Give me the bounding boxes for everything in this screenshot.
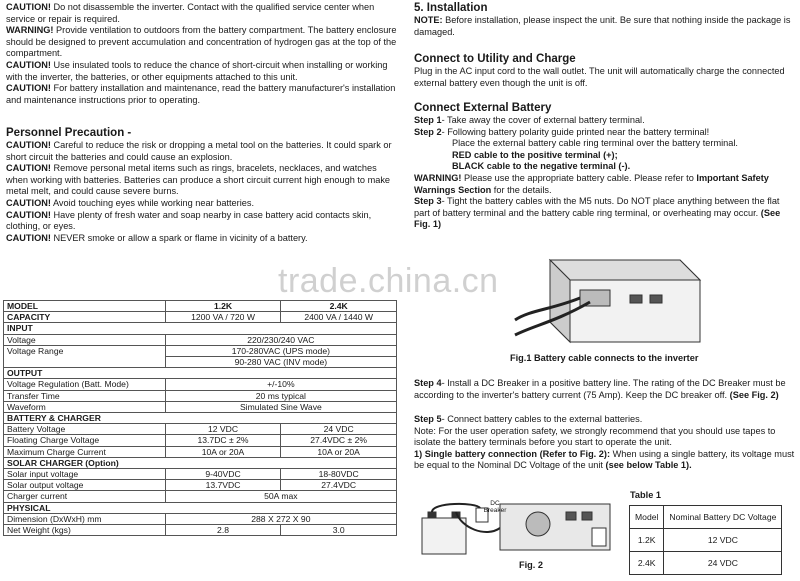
safety-warnings	[6, 2, 398, 106]
utility-para: Plug in the AC input cord to the wall outlet. The unit will automatically charge the connected external battery even though the unit is off.	[414, 66, 785, 88]
personnel-para: CAUTION! Have plenty of fresh water and soap nearby in case battery acid contacts skin, clothing, or eyes.	[6, 209, 372, 232]
table-row: Net Weight (kgs) 2.8 3.0	[4, 525, 397, 536]
safety-para: WARNING! Provide ventilation to outdoors from the battery compartment. The battery enclosure should be designed to prevent accumulation and concentration of hydrogen gas at the top of the compartment.	[6, 25, 397, 59]
step-2: Step 2- Following battery polarity guide printed near the battery terminal!	[414, 126, 710, 137]
fig1-caption: Fig.1 Battery cable connects to the inverter	[510, 353, 699, 363]
single-battery-para: 1) Single battery connection (Refer to Fig. 2): When using a single battery, its voltage must be equal to the Nominal DC Voltage of the unit (see below Table 1).	[414, 448, 795, 471]
table-row: 90-280 VAC (INV mode)	[4, 357, 397, 368]
table-row: Solar output voltage 13.7VDC 27.4VDC	[4, 480, 397, 491]
watermark: trade.china.cn	[278, 262, 499, 300]
red-cable-note: RED cable to the positive terminal (+);	[452, 149, 618, 160]
table-row: 1.2K 12 VDC	[630, 529, 782, 552]
fig2-connection-illustration	[416, 498, 616, 564]
spec-table	[3, 300, 397, 536]
table-1	[629, 505, 782, 575]
personnel-precaution	[6, 126, 398, 244]
table-row: Transfer Time 20 ms typical	[4, 390, 397, 401]
step-3: Step 3- Tight the battery cables with the M5 nuts. Do NOT place anything between the flat part of battery terminal and the battery cable ring terminal, or overheating may occur. (See Fig. 1)	[414, 196, 781, 230]
safety-para: CAUTION! For battery installation and maintenance, read the battery manufacturer's installation and maintenance instructions prior to operating.	[6, 83, 396, 105]
table-row: Maximum Charge Current 10A or 20A 10A or 20A	[4, 446, 397, 457]
table-section: BATTERY & CHARGER	[4, 413, 397, 424]
safety-para: CAUTION! Use insulated tools to reduce the chance of short-circuit when installing or working with the inverter, the batteries, or other equipments attached to this unit.	[6, 59, 388, 82]
personnel-para: CAUTION! Avoid touching eyes while working near batteries.	[6, 197, 255, 208]
personnel-para: CAUTION! NEVER smoke or allow a spark or flame in vicinity of a battery.	[6, 232, 308, 243]
table-row: MODEL 1.2K 2.4K	[4, 301, 397, 312]
personnel-heading: Personnel Precaution -	[6, 127, 132, 139]
installation-heading: 5. Installation	[414, 2, 488, 14]
table1-title: Table 1	[630, 490, 661, 500]
fig1-inverter-illustration	[510, 250, 710, 350]
table-row: Battery Voltage 12 VDC 24 VDC	[4, 424, 397, 435]
table-row: Waveform Simulated Sine Wave	[4, 401, 397, 412]
table-section: INPUT	[4, 323, 397, 334]
table-row: Solar input voltage 9-40VDC 18-80VDC	[4, 469, 397, 480]
install-note: NOTE: Before installation, please inspect the unit. Be sure that nothing inside the package is damaged.	[414, 15, 791, 37]
table-row: Charger current 50A max	[4, 491, 397, 502]
utility-heading: Connect to Utility and Charge	[414, 53, 576, 65]
fig2-caption: Fig. 2	[519, 560, 543, 570]
step-1: Step 1- Take away the cover of external battery terminal.	[414, 115, 645, 125]
external-battery-heading: Connect External Battery	[414, 102, 552, 114]
table-row: Voltage Regulation (Batt. Mode) +/-10%	[4, 379, 397, 390]
table-row: Model Nominal Battery DC Voltage	[630, 506, 782, 529]
table-row: Dimension (DxWxH) mm 288 X 272 X 90	[4, 513, 397, 524]
step-5: Step 5- Connect battery cables to the external batteries.	[414, 414, 643, 424]
black-cable-note: BLACK cable to the negative terminal (-).	[452, 161, 631, 172]
warning-para: WARNING! Please use the appropriate battery cable. Please refer to Important Safety Warnings Section for the details.	[414, 172, 769, 195]
table-row: Voltage 220/230/240 VAC	[4, 334, 397, 345]
step-2-detail: Place the external battery cable ring terminal over the battery terminal.	[452, 138, 738, 149]
safety-note: Note: For the user operation safety, we strongly recommend that you should use tapes to isolate the battery terminals before you start to operate the unit.	[414, 425, 776, 448]
table-section: OUTPUT	[4, 368, 397, 379]
table-section: SOLAR CHARGER (Option)	[4, 457, 397, 468]
step-4: Step 4- Install a DC Breaker in a positive battery line. The rating of the DC Breaker must be according to the inverter's battery current (75 Amp). Keep the DC breaker off. (See Fig. 2)	[414, 378, 786, 400]
table-row: 2.4K 24 VDC	[630, 552, 782, 575]
table-row: Floating Charge Voltage 13.7DC ± 2% 27.4VDC ± 2%	[4, 435, 397, 446]
dc-breaker-label: DC Breaker	[483, 500, 507, 514]
table-row: Voltage Range 170-280VAC (UPS mode)	[4, 345, 397, 356]
personnel-para: CAUTION! Remove personal metal items such as rings, bracelets, necklaces, and watches when working with batteries. Batteries can produce a short circuit current high enough to make metal melt, and could cause severe burns.	[6, 163, 391, 197]
table-section: PHYSICAL	[4, 502, 397, 513]
safety-para: CAUTION! Do not disassemble the inverter. Contact with the qualified service center when service or repair is required.	[6, 2, 375, 24]
personnel-para: CAUTION! Careful to reduce the risk or dropping a metal tool on the batteries. It could spark or short circuit the batteries and could cause an explosion.	[6, 140, 392, 162]
table-row: CAPACITY 1200 VA / 720 W 2400 VA / 1440 W	[4, 312, 397, 323]
